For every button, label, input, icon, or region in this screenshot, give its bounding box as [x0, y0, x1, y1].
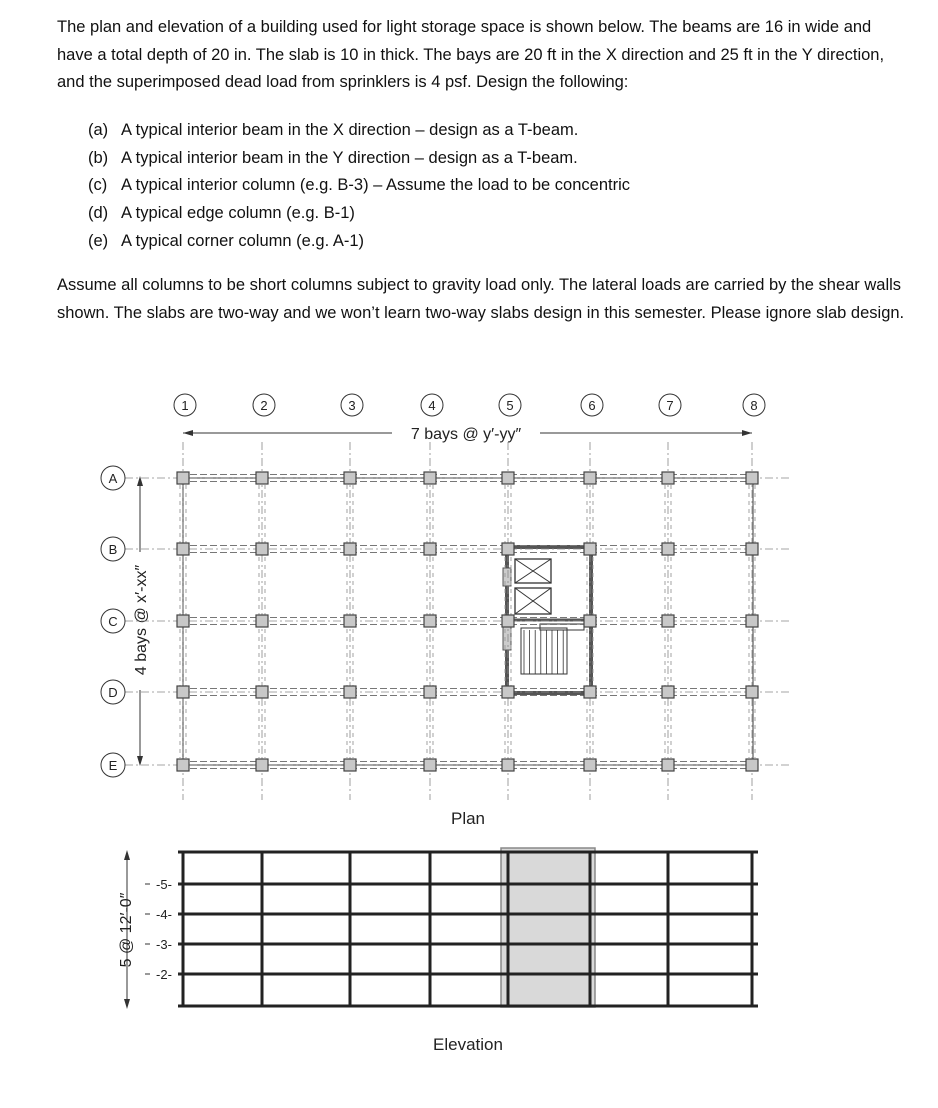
plan-view — [133, 426, 753, 828]
elevation-caption: Elevation — [433, 1035, 503, 1054]
y-dimension-arrow-bottom — [137, 756, 143, 766]
stair-treads — [524, 630, 563, 674]
grid-bubble-label: 3 — [348, 398, 356, 413]
elevation-column — [667, 852, 670, 1007]
x-dimension-label: 7 bays @ y′-yy″ — [410, 426, 522, 443]
column — [256, 543, 268, 555]
column — [502, 472, 514, 484]
elevation-dimension-label: 5 @ 12′-0″ — [118, 892, 135, 968]
column — [344, 686, 356, 698]
column — [424, 472, 436, 484]
floor-label: -4- — [156, 907, 172, 922]
column — [344, 472, 356, 484]
task-label: (d) — [88, 204, 109, 223]
plan-grid — [101, 394, 790, 800]
column — [424, 615, 436, 627]
problem-intro: The plan and elevation of a building used for light storage space is shown below. The beams are 16 in wide and have a total depth of 20 in. The slab is 10 in thick. The bays are 20 ft in the X direction and 25 ft in the Y direction, and the superimposed dead load from sprinklers is 4 psf. Design the following: — [57, 18, 885, 91]
column — [584, 759, 596, 771]
column — [177, 615, 189, 627]
task-text: A typical corner column (e.g. A-1) — [121, 231, 365, 250]
task-text: A typical interior beam in the Y direction – design as a T-beam. — [121, 148, 578, 167]
elevation-column — [751, 852, 754, 1007]
grid-bubble-label: 5 — [506, 398, 514, 413]
column — [502, 615, 514, 627]
column — [256, 759, 268, 771]
stair — [521, 628, 567, 674]
column — [584, 686, 596, 698]
plan-caption: Plan — [450, 809, 486, 828]
task-label: (b) — [88, 148, 109, 167]
column — [177, 759, 189, 771]
grid-bubble-label: 4 — [428, 398, 436, 413]
column — [662, 543, 674, 555]
floor-beam — [178, 883, 758, 886]
floor-beam — [178, 913, 758, 916]
grid-bubble-label: 8 — [750, 398, 758, 413]
elevation-column — [349, 852, 352, 1007]
core-wall-stub — [503, 624, 511, 650]
grid-bubble-label: 7 — [666, 398, 674, 413]
y-dimension-label: 4 bays @ x′-xx″ — [133, 564, 150, 676]
task-label: (c) — [88, 176, 108, 195]
elevation-column — [429, 852, 432, 1007]
task-label: (a) — [88, 121, 109, 139]
column — [502, 543, 514, 555]
task-text: A typical edge column (e.g. B-1) — [121, 204, 355, 223]
column — [746, 686, 758, 698]
column — [424, 686, 436, 698]
column — [344, 759, 356, 771]
elevation-column — [182, 852, 185, 1007]
elevation-column — [507, 852, 510, 1007]
elevation-frame — [145, 851, 758, 1008]
column — [746, 543, 758, 555]
elevation-view — [118, 848, 595, 1054]
column — [177, 543, 189, 555]
column — [746, 615, 758, 627]
column — [584, 543, 596, 555]
task-text: A typical interior beam in the X direction – design as a T-beam. — [121, 121, 579, 139]
column — [502, 759, 514, 771]
elevation-dimension-arrow-top — [124, 850, 130, 860]
column — [584, 615, 596, 627]
assumptions-text: Assume all columns to be short columns subject to gravity load only. The lateral loads are carried by the shear walls shown. The slabs are two-way and we won’t learn two-way slabs design in this semester. Please ignore slab design. — [57, 276, 905, 322]
grid-bubble-label: D — [108, 685, 118, 700]
column — [746, 759, 758, 771]
floor-beam — [178, 943, 758, 946]
core-elevation — [501, 848, 595, 1007]
column — [177, 686, 189, 698]
column — [256, 686, 268, 698]
grid-bubble-label: 1 — [181, 398, 189, 413]
grid-bubble-label: 2 — [260, 398, 268, 413]
column — [256, 615, 268, 627]
x-dimension-arrow-right — [742, 430, 752, 436]
column — [662, 686, 674, 698]
column — [584, 472, 596, 484]
column — [424, 543, 436, 555]
grid-bubble-label: C — [108, 614, 118, 629]
column — [256, 472, 268, 484]
task-label: (e) — [88, 231, 109, 250]
floor-label: -5- — [156, 877, 172, 892]
column — [662, 615, 674, 627]
x-dimension-arrow-left — [183, 430, 193, 436]
task-text: A typical interior column (e.g. B-3) – Assume the load to be concentric — [121, 176, 631, 195]
column — [344, 543, 356, 555]
floor-beam — [178, 1005, 758, 1008]
grid-bubble-label: B — [108, 542, 118, 557]
column — [662, 759, 674, 771]
floor-beam — [178, 851, 758, 854]
column — [502, 686, 514, 698]
column — [746, 472, 758, 484]
elevation-column — [261, 852, 264, 1007]
column — [424, 759, 436, 771]
floor-beam — [178, 973, 758, 976]
grid-bubble-label: 6 — [588, 398, 596, 413]
floor-label: -3- — [156, 937, 172, 952]
elevation-column — [589, 852, 592, 1007]
y-dimension-arrow-top — [137, 476, 143, 486]
grid-bubble-label: A — [108, 471, 118, 486]
column — [177, 472, 189, 484]
core-wall-stub — [503, 568, 511, 586]
column — [344, 615, 356, 627]
elevation-dimension-arrow-bottom — [124, 999, 130, 1009]
column — [662, 472, 674, 484]
floor-label: -2- — [156, 967, 172, 982]
grid-bubble-label: E — [108, 758, 118, 773]
